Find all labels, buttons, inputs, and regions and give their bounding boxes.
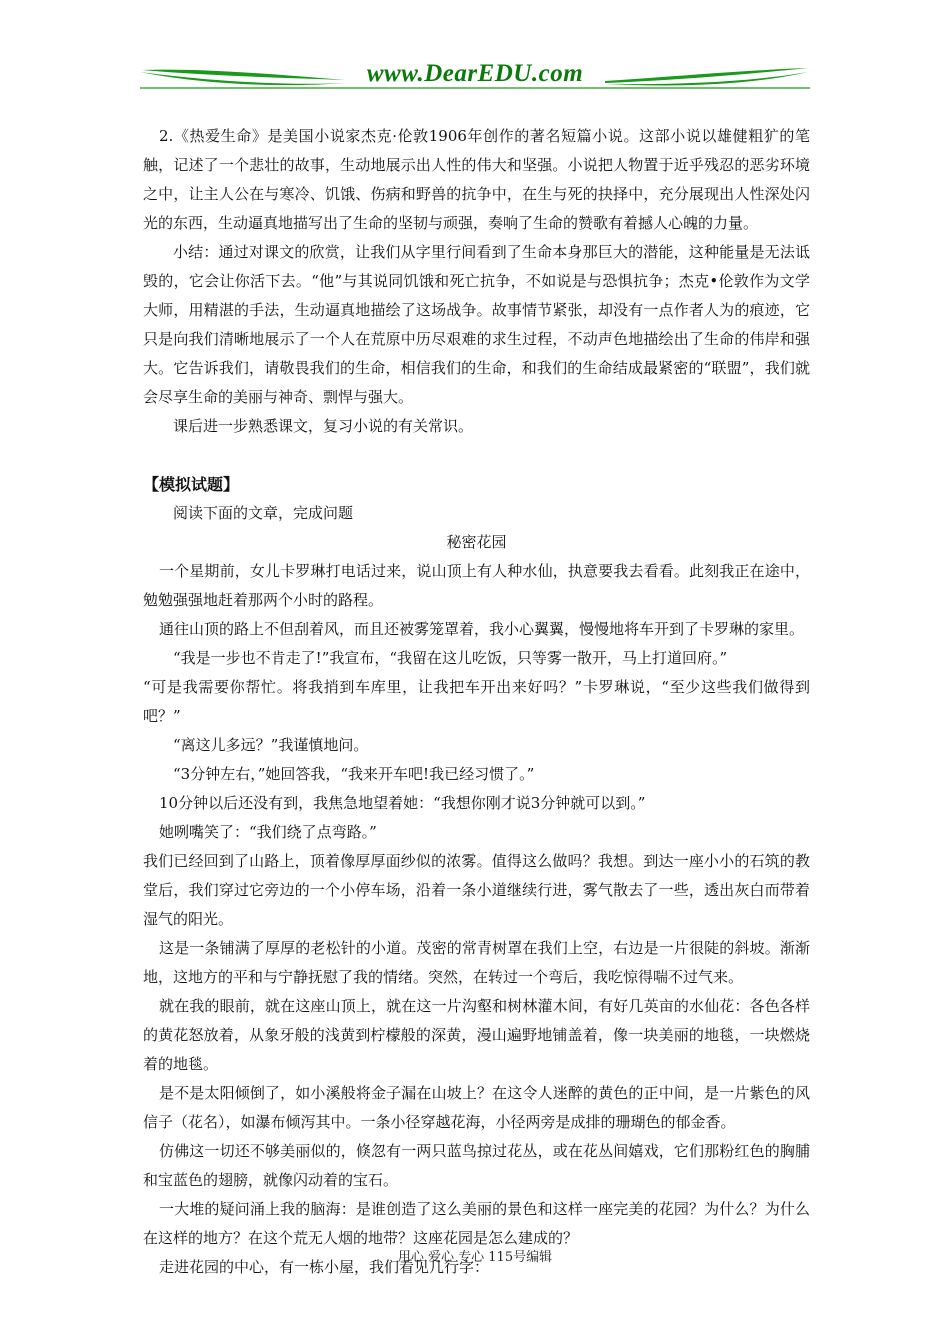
story-paragraph: 这是一条铺满了厚厚的老松针的小道。茂密的常青树罩在我们上空，右边是一片很陡的斜坡。渐渐地，这地方的平和与宁静抚慰了我的情绪。突然，在转过一个弯后，我吃惊得喘不过气来。: [143, 939, 810, 986]
story-title: 秘密花园: [446, 533, 507, 551]
intro-paragraph: 2.《热爱生命》是美国小说家杰克·伦敦1906年创作的著名短篇小说。这部小说以雄健粗犷的笔触，记述了一个悲壮的故事，生动地展示出人性的伟大和坚强。小说把人物置于近乎残忍的恶劣环境之中，让主人公在与寒冷、饥饿、伤病和野兽的抗争中，在生与死的抉择中，充分展现出人性深处闪光的东西，生动逼真地描写出了生命的坚韧与顽强，奏响了生命的赞歌有着撼人心魄的力量。: [143, 127, 810, 232]
story-paragraph: 仿佛这一切还不够美丽似的，倏忽有一两只蓝鸟掠过花丛，或在花丛间嬉戏，它们那粉红色的胸脯和宝蓝色的翅膀，就像闪动着的宝石。: [143, 1142, 810, 1189]
story-paragraph: “离这儿多远？”我谨慎地问。: [173, 736, 369, 754]
intro-paragraph: 小结：通过对课文的欣赏，让我们从字里行间看到了生命本身那巨大的潜能，这种能量是无法诋毁的，它会让你活下去。“他”与其说同饥饿和死亡抗争，不如说是与恐惧抗争；杰克•伦敦作为文学大师，用精湛的手法，生动逼真地描绘了这场战争。故事情节紧张，却没有一点作者人为的痕迹，它只是向我们清晰地展示了一个人在荒原中历尽艰难的求生过程，不动声色地描绘出了生命的伟岸和强大。它告诉我们，请敬畏我们的生命，相信我们的生命，和我们的生命结成最紧密的“联盟”，我们就会尽享生命的美丽与神奇、剽悍与强大。: [143, 243, 810, 406]
story-paragraph: 是不是太阳倾倒了，如小溪般将金子漏在山坡上？在这令人迷醉的黄色的正中间，是一片紫色的风信子（花名），如瀑布倾泻其中。一条小径穿越花海，小径两旁是成排的珊瑚色的郁金香。: [143, 1084, 810, 1131]
story-paragraph: “3分钟左右，”她回答我，“我来开车吧!我已经习惯了。”: [173, 765, 535, 783]
section-heading: 【模拟试题】: [143, 475, 240, 494]
document-body: [143, 122, 810, 1282]
story-paragraph: 一大堆的疑问涌上我的脑海：是谁创造了这么美丽的景色和这样一座完美的花园？为什么？为什么在这样的地方？在这个荒无人烟的地带？这座花园是怎么建成的？: [143, 1200, 810, 1247]
story-paragraph: 我们已经回到了山路上，顶着像厚厚面纱似的浓雾。值得这么做吗？我想。到达一座小小的石筑的教堂后，我们穿过它旁边的一个小停车场，沿着一条小道继续行进，雾气散去了一些，透出灰白而带着湿气的阳光。: [143, 852, 810, 928]
story-paragraph: 一个星期前，女儿卡罗琳打电话过来，说山顶上有人种水仙，执意要我去看看。此刻我正在途中，勉勉强强地赶着那两个小时的路程。: [143, 562, 810, 609]
intro-paragraph: 课后进一步熟悉课文，复习小说的有关常识。: [173, 417, 474, 435]
story-paragraph: 通往山顶的路上不但刮着风，而且还被雾笼罩着，我小心翼翼，慢慢地将车开到了卡罗琳的家里。: [159, 620, 805, 638]
story-paragraph: 她咧嘴笑了：“我们绕了点弯路。”: [159, 823, 377, 841]
spacer: [143, 441, 810, 470]
header-banner: [140, 58, 810, 98]
story-paragraph: 就在我的眼前，就在这座山顶上，就在这一片沟壑和树林灌木间，有好几英亩的水仙花：各色各样的黄花怒放着，从象牙般的浅黄到柠檬般的深黄，漫山遍野地铺盖着，像一块美丽的地毯，一块燃烧着的地毯。: [143, 997, 810, 1073]
story-paragraph: 10分钟以后还没有到，我焦急地望着她：“我想你刚才说3分钟就可以到。”: [159, 794, 646, 812]
story-paragraph: “可是我需要你帮忙。将我捎到车库里，让我把车开出来好吗？”卡罗琳说，“至少这些我们做得到吧？”: [143, 678, 810, 725]
story-paragraph: “我是一步也不肯走了!”我宣布，“我留在这儿吃饭，只等雾一散开，马上打道回府。”: [173, 649, 728, 667]
instruction-text: 阅读下面的文章，完成问题: [173, 504, 354, 522]
story-paragraph: 走进花园的中心，有一栋小屋，我们看见几行字：: [159, 1258, 490, 1276]
page-footer: 用心 爱心 专心 115号编辑: [397, 1250, 553, 1265]
site-logo: www.DearEDU.com: [366, 60, 584, 87]
